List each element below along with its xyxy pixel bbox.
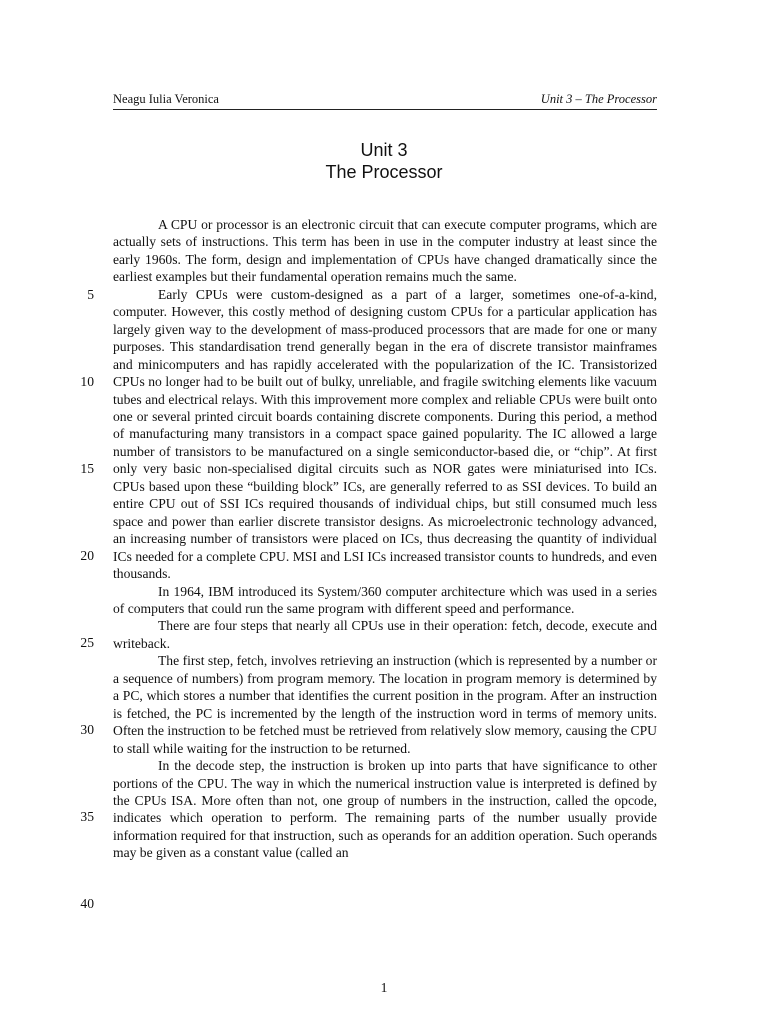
line-number: 20 — [80, 548, 94, 563]
paragraph: A CPU or processor is an electronic circuit that can execute computer programs, which are actually sets of instructions. This term has been in use in the computer industry at least since the early 1960s. The form, design and implementation of CPUs have changed dramatically since the earliest examples but their fundamental operation remains much the same. — [113, 217, 657, 285]
header-unit: Unit 3 – The Processor — [540, 92, 657, 106]
header-author: Neagu Iulia Veronica — [113, 92, 219, 106]
paragraph: In 1964, IBM introduced its System/360 computer architecture which was used in a series of computers that could run the same program with different speed and performance. — [113, 583, 657, 616]
line-number: 10 — [80, 374, 94, 389]
paragraph: Early CPUs were custom-designed as a part of a larger, sometimes one-of-a-kind, computer. However, this costly method of designing custom CPUs for a particular application has largely given way to the development of mass-produced processors that are made for one or many purposes. This standardisation trend generally began in the era of discrete transistor mainframes and minicomputers and has rapidly accelerated with the popularization of the IC. Transistorized CPUs no longer had to be built out of bulky, unreliable, and fragile switching elements like vacuum tubes and electrical relays. With this improvement more complex and reliable CPUs were built onto one or several printed circuit boards containing discrete components. During this period, a method of manufacturing many transistors in a compact space gained popularity. The IC allowed a large number of transistors to be manufactured on a single semiconductor-based die, or “chip”. At first only very basic non-specialised digital circuits such as NOR gates were miniaturised into ICs. CPUs based upon these “building block” ICs, are generally referred to as SSI devices. To build an entire CPU out of SSI ICs required thousands of individual chips, but still consumed much less space and power than earlier discrete transistor designs. As microelectronic technology advanced, an increasing number of transistors were placed on ICs, thus decreasing the quantity of individual ICs needed for a complete CPU. MSI and LSI ICs increased transistor counts to hundreds, and even thousands. — [113, 286, 657, 582]
paragraph: The first step, fetch, involves retrieving an instruction (which is represented by a number or a sequence of numbers) from program memory. The location in program memory is determined by a PC, which stores a number that identifies the current position in the program. After an instruction is fetched, the PC is incremented by the length of the instruction word in terms of memory units. Often the instruction to be fetched must be retrieved from relatively slow memory, causing the CPU to stall while waiting for the instruction to be returned. — [113, 653, 657, 756]
paragraph: In the decode step, the instruction is broken up into parts that have significance to other portions of the CPU. The way in which the numerical instruction value is interpreted is defined by the CPUs ISA. More often than not, one group of numbers in the instruction, called the opcode, indicates which operation to perform. The remaining parts of the number usually provide information required for that instruction, such as operands for an addition operation. Such operands may be given as a constant value (called an — [113, 758, 657, 861]
body-text — [113, 216, 657, 862]
page-title-unit: Unit 3 — [360, 140, 408, 160]
running-header — [113, 92, 657, 110]
page-number: 1 — [380, 980, 388, 995]
line-number: 35 — [80, 809, 94, 824]
line-number: 30 — [80, 722, 94, 737]
line-number: 25 — [80, 635, 94, 650]
paragraph: There are four steps that nearly all CPUs use in their operation: fetch, decode, execute and writeback. — [113, 618, 657, 651]
page-title-topic: The Processor — [325, 162, 443, 182]
line-number: 40 — [80, 896, 94, 911]
line-number: 15 — [80, 461, 94, 476]
line-number: 5 — [87, 287, 94, 302]
